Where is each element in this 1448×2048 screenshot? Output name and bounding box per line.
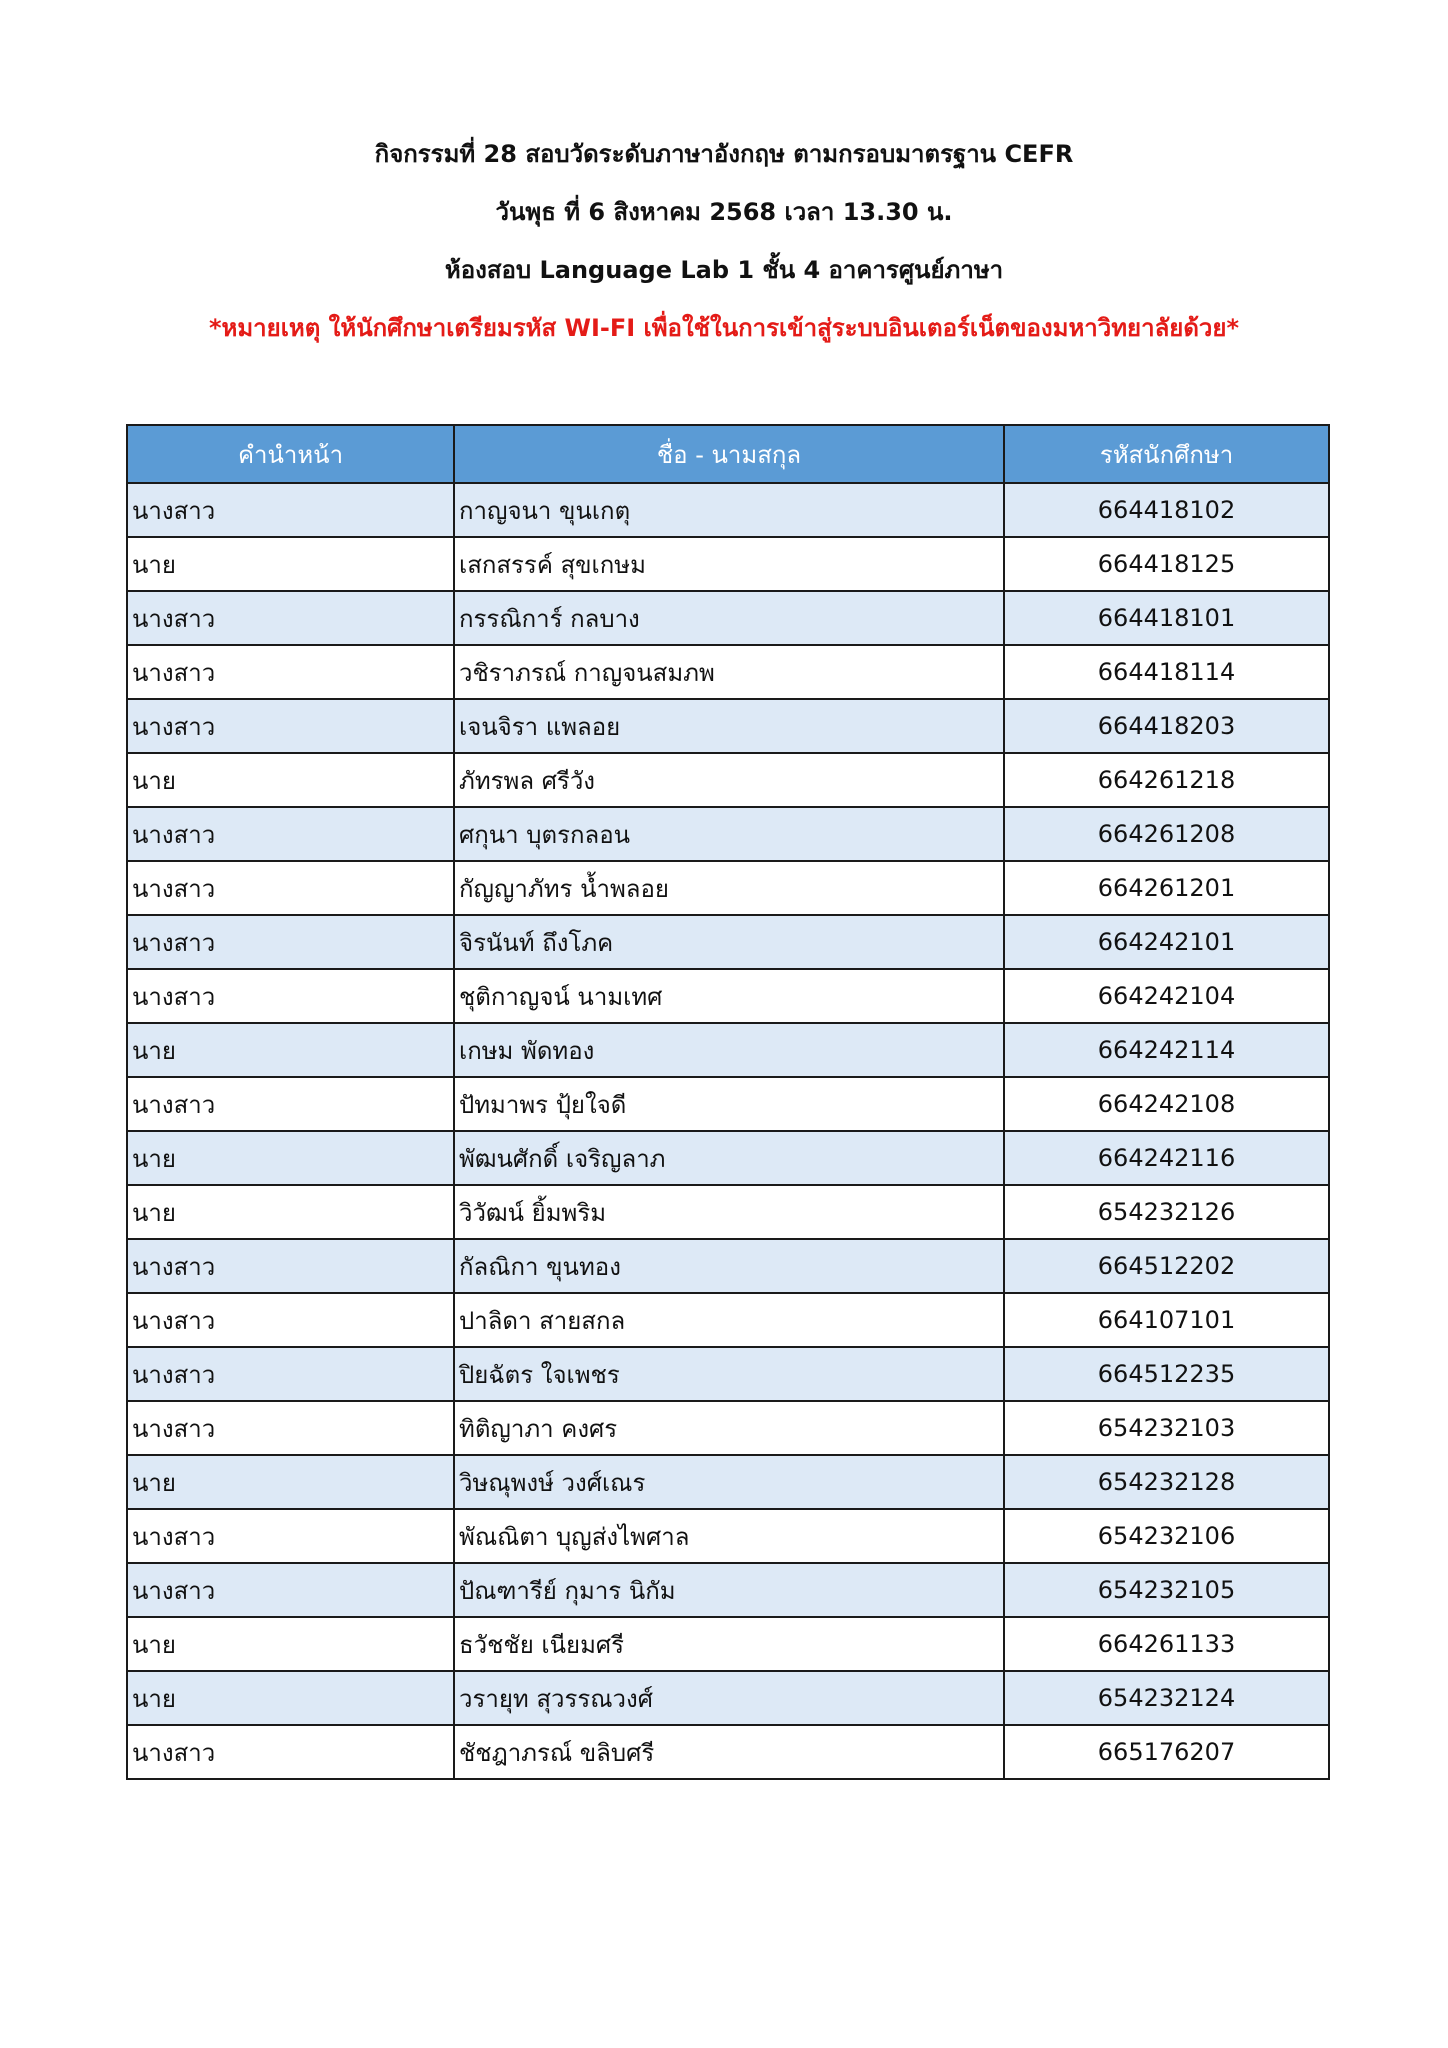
sid-cell: 664418114	[1004, 645, 1329, 699]
prefix-cell: นางสาว	[127, 1401, 454, 1455]
sid-cell: 664512202	[1004, 1239, 1329, 1293]
prefix-cell: นางสาว	[127, 1239, 454, 1293]
table-row	[127, 645, 1329, 699]
name-cell: พัฒนศักดิ์ เจริญลาภ	[454, 1131, 1004, 1185]
prefix-cell: นาย	[127, 1671, 454, 1725]
sid-cell: 654232124	[1004, 1671, 1329, 1725]
table-row	[127, 753, 1329, 807]
sid-cell: 664261133	[1004, 1617, 1329, 1671]
name-cell: ปิยฉัตร ใจเพชร	[454, 1347, 1004, 1401]
name-cell: กัญญาภัทร น้ำพลอย	[454, 861, 1004, 915]
name-cell: ภัทรพล ศรีวัง	[454, 753, 1004, 807]
prefix-cell: นาย	[127, 1185, 454, 1239]
table-row	[127, 1725, 1329, 1779]
prefix-cell: นางสาว	[127, 1725, 454, 1779]
table-row	[127, 1509, 1329, 1563]
activity-title: กิจกรรมที่ 28 สอบวัดระดับภาษาอังกฤษ ตามกรอบมาตรฐาน CEFR	[374, 140, 1074, 168]
sid-cell: 664418101	[1004, 591, 1329, 645]
name-cell: ธวัชชัย เนียมศรี	[454, 1617, 1004, 1671]
name-cell: เกษม พัดทอง	[454, 1023, 1004, 1077]
column-header-student-id: รหัสนักศึกษา	[1004, 425, 1329, 483]
sid-cell: 654232103	[1004, 1401, 1329, 1455]
name-cell: วิวัฒน์ ยิ้มพริม	[454, 1185, 1004, 1239]
column-header-prefix: คำนำหน้า	[127, 425, 454, 483]
table-row	[127, 483, 1329, 537]
prefix-cell: นาย	[127, 1455, 454, 1509]
document-header	[0, 138, 1448, 370]
prefix-cell: นาย	[127, 1023, 454, 1077]
prefix-cell: นางสาว	[127, 807, 454, 861]
table-row	[127, 807, 1329, 861]
table-row	[127, 1023, 1329, 1077]
student-roster-table	[126, 424, 1330, 1780]
name-cell: ปัทมาพร ปุ้ยใจดี	[454, 1077, 1004, 1131]
name-cell: เสกสรรค์ สุขเกษม	[454, 537, 1004, 591]
name-cell: ทิติญาภา คงศร	[454, 1401, 1004, 1455]
sid-cell: 664242101	[1004, 915, 1329, 969]
sid-cell: 664261208	[1004, 807, 1329, 861]
sid-cell: 654232128	[1004, 1455, 1329, 1509]
sid-cell: 664242116	[1004, 1131, 1329, 1185]
table-row	[127, 699, 1329, 753]
table-row	[127, 537, 1329, 591]
name-cell: ศกุนา บุตรกลอน	[454, 807, 1004, 861]
prefix-cell: นางสาว	[127, 969, 454, 1023]
prefix-cell: นาย	[127, 1131, 454, 1185]
name-cell: พัณณิตา บุญส่งไพศาล	[454, 1509, 1004, 1563]
table-row	[127, 1239, 1329, 1293]
table-row	[127, 1293, 1329, 1347]
table-row	[127, 1185, 1329, 1239]
name-cell: ชุติกาญจน์ นามเทศ	[454, 969, 1004, 1023]
name-cell: กรรณิการ์ กลบาง	[454, 591, 1004, 645]
name-cell: จิรนันท์ ถึงโภค	[454, 915, 1004, 969]
prefix-cell: นางสาว	[127, 699, 454, 753]
prefix-cell: นาย	[127, 537, 454, 591]
prefix-cell: นางสาว	[127, 1347, 454, 1401]
prefix-cell: นางสาว	[127, 645, 454, 699]
table-row	[127, 1077, 1329, 1131]
prefix-cell: นางสาว	[127, 1077, 454, 1131]
sid-cell: 664242104	[1004, 969, 1329, 1023]
table-row	[127, 1347, 1329, 1401]
table-row	[127, 1401, 1329, 1455]
sid-cell: 664512235	[1004, 1347, 1329, 1401]
name-cell: กัลณิกา ขุนทอง	[454, 1239, 1004, 1293]
prefix-cell: นางสาว	[127, 915, 454, 969]
prefix-cell: นาย	[127, 753, 454, 807]
table-row	[127, 1563, 1329, 1617]
sid-cell: 664261201	[1004, 861, 1329, 915]
sid-cell: 664261218	[1004, 753, 1329, 807]
table-row	[127, 861, 1329, 915]
column-header-name: ชื่อ - นามสกุล	[454, 425, 1004, 483]
table-header-row	[127, 425, 1329, 483]
table-row	[127, 969, 1329, 1023]
exam-room: ห้องสอบ Language Lab 1 ชั้น 4 อาคารศูนย์ภาษา	[444, 256, 1004, 284]
sid-cell: 664242108	[1004, 1077, 1329, 1131]
table-row	[127, 1617, 1329, 1671]
table-row	[127, 915, 1329, 969]
name-cell: เจนจิรา แพลอย	[454, 699, 1004, 753]
sid-cell: 664418203	[1004, 699, 1329, 753]
sid-cell: 664418102	[1004, 483, 1329, 537]
name-cell: วชิราภรณ์ กาญจนสมภพ	[454, 645, 1004, 699]
table-row	[127, 591, 1329, 645]
prefix-cell: นางสาว	[127, 861, 454, 915]
prefix-cell: นางสาว	[127, 1563, 454, 1617]
prefix-cell: นางสาว	[127, 1293, 454, 1347]
sid-cell: 664107101	[1004, 1293, 1329, 1347]
sid-cell: 654232126	[1004, 1185, 1329, 1239]
name-cell: ปาลิดา สายสกล	[454, 1293, 1004, 1347]
prefix-cell: นางสาว	[127, 1509, 454, 1563]
sid-cell: 665176207	[1004, 1725, 1329, 1779]
exam-datetime: วันพุธ ที่ 6 สิงหาคม 2568 เวลา 13.30 น.	[495, 198, 953, 226]
prefix-cell: นาย	[127, 1617, 454, 1671]
sid-cell: 664418125	[1004, 537, 1329, 591]
sid-cell: 654232105	[1004, 1563, 1329, 1617]
sid-cell: 664242114	[1004, 1023, 1329, 1077]
table-row	[127, 1455, 1329, 1509]
prefix-cell: นางสาว	[127, 591, 454, 645]
table-row	[127, 1671, 1329, 1725]
table-body	[127, 483, 1329, 1779]
name-cell: วิษณุพงษ์ วงศ์เณร	[454, 1455, 1004, 1509]
sid-cell: 654232106	[1004, 1509, 1329, 1563]
wifi-note: *หมายเหตุ ให้นักศึกษาเตรียมรหัส WI-FI เพื่อใช้ในการเข้าสู่ระบบอินเตอร์เน็ตของมหาวิทยาลัยด้วย*	[208, 314, 1240, 342]
prefix-cell: นางสาว	[127, 483, 454, 537]
name-cell: วรายุท สุวรรณวงศ์	[454, 1671, 1004, 1725]
name-cell: ชัชฎาภรณ์ ขลิบศรี	[454, 1725, 1004, 1779]
name-cell: ปัณฑารีย์ กุมาร นิกัม	[454, 1563, 1004, 1617]
table-row	[127, 1131, 1329, 1185]
name-cell: กาญจนา ขุนเกตุ	[454, 483, 1004, 537]
